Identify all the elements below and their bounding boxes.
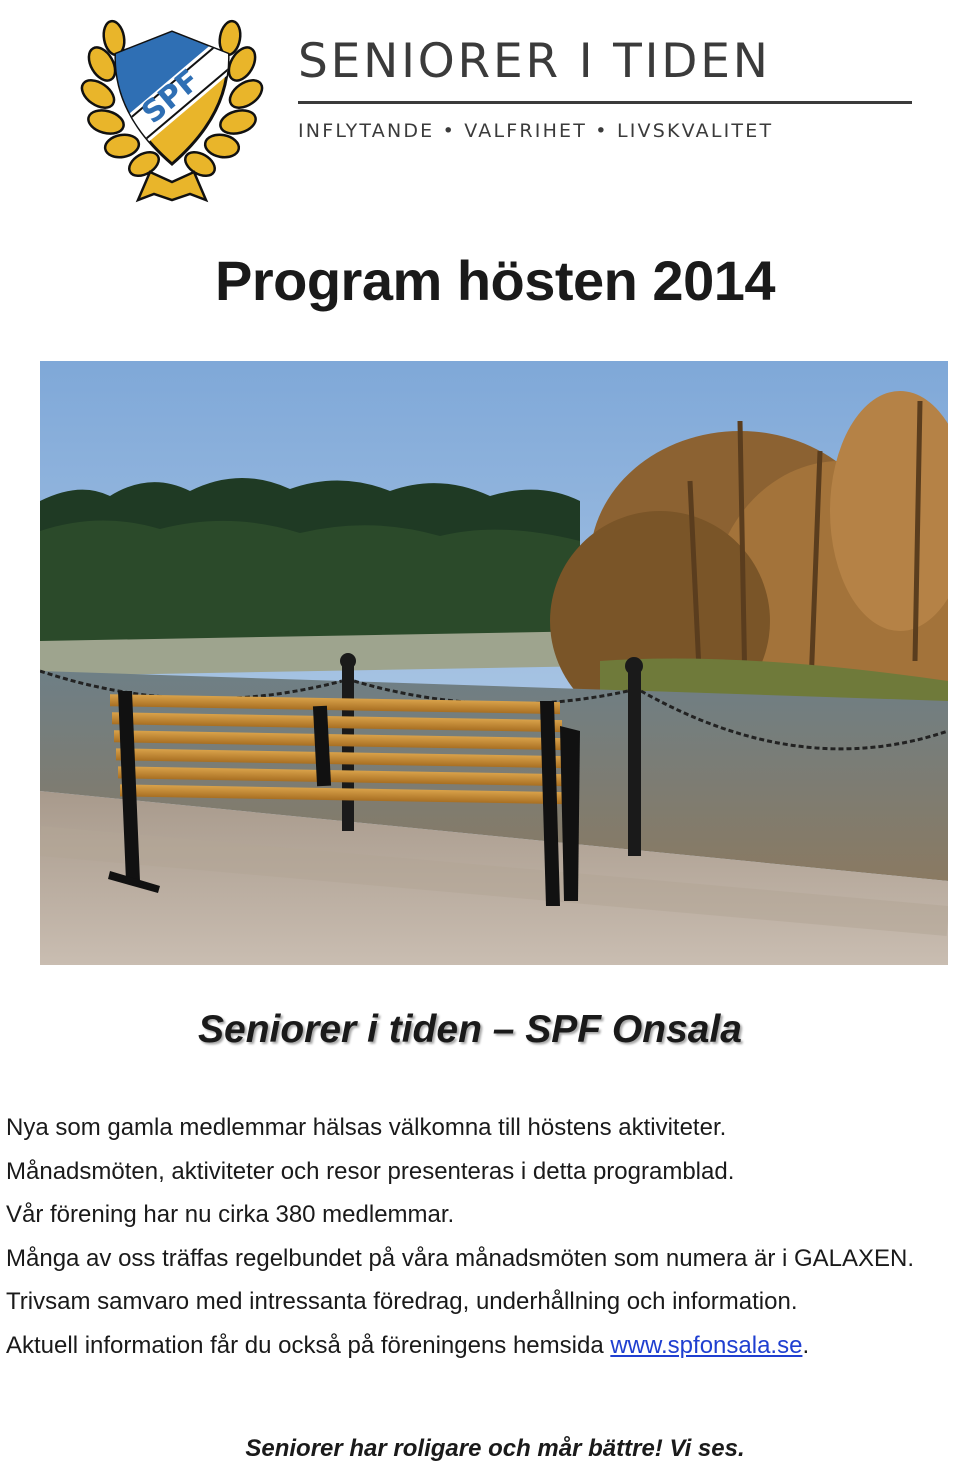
closing-slogan: Seniorer har roligare och mår bättre! Vi ses. bbox=[245, 1435, 745, 1462]
header-divider bbox=[298, 101, 912, 104]
intro-line-website bbox=[6, 1324, 954, 1368]
intro-line-program: Månadsmöten, aktiviteter och resor presenteras i detta programblad. bbox=[6, 1157, 735, 1185]
intro-paragraph-meetings: Många av oss träffas regelbundet på våra månadsmöten som numera är i GALAXEN. Trivsam samvaro med intressanta föredrag, underhållning och information. bbox=[6, 1244, 915, 1315]
subtitle: Seniorer i tiden – SPF Onsala bbox=[198, 1008, 743, 1051]
website-link[interactable]: www.spfonsala.se bbox=[610, 1331, 803, 1359]
bench-lake-photo bbox=[40, 361, 948, 965]
page-title: Program hösten 2014 bbox=[214, 249, 776, 312]
org-tagline: INFLYTANDE • VALFRIHET • LIVSKVALITET bbox=[298, 120, 774, 142]
website-suffix: . bbox=[802, 1331, 810, 1359]
website-prefix: Aktuell information får du också på föreningens hemsida bbox=[6, 1331, 611, 1359]
intro-line-welcome: Nya som gamla medlemmar hälsas välkomna till höstens aktiviteter. bbox=[6, 1114, 727, 1141]
org-name: SENIORER I TIDEN bbox=[298, 34, 771, 89]
logo-text: SPF bbox=[135, 62, 207, 131]
intro-text bbox=[6, 1106, 954, 1367]
spf-logo bbox=[78, 4, 266, 204]
intro-line-members: Vår förening har nu cirka 380 medlemmar. bbox=[6, 1201, 455, 1228]
